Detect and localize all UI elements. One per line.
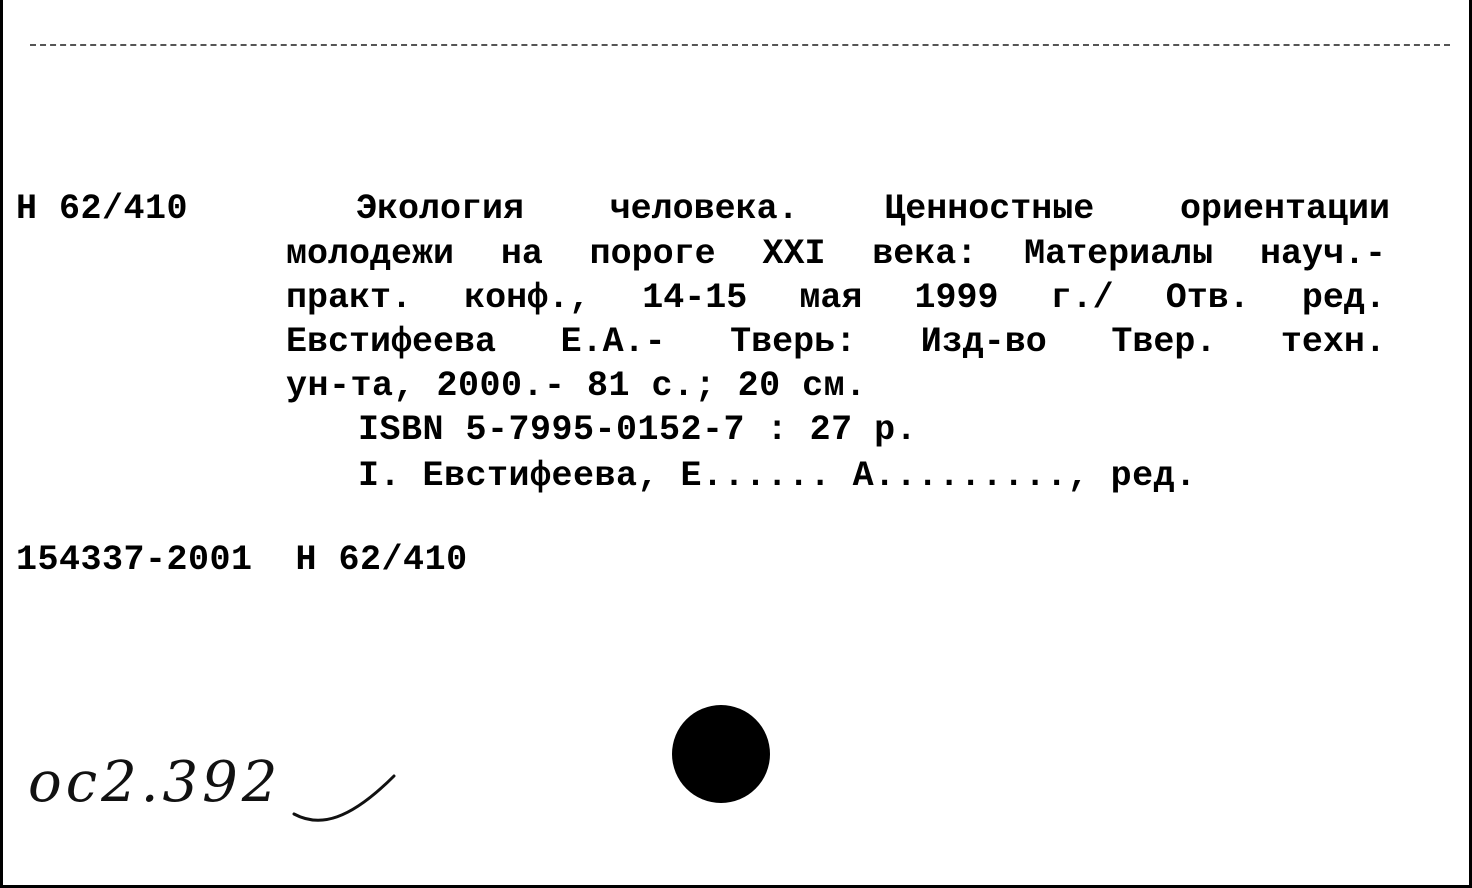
added-entry-line: I. Евстифеева, Е...... А........., ред.	[358, 456, 1197, 496]
title-word: Экология	[356, 189, 525, 229]
title-word: Отв.	[1165, 278, 1250, 318]
title-word: практ.	[286, 278, 413, 318]
title-word: конф.,	[464, 278, 591, 318]
title-word: ориентации	[1179, 189, 1390, 229]
card-left-edge	[0, 0, 3, 888]
title-word: мая	[799, 278, 863, 318]
title-word: Ценностные	[884, 189, 1095, 229]
isbn-line: ISBN 5-7995-0152-7 : 27 р.	[358, 410, 918, 450]
title-line-4	[286, 321, 1386, 364]
imprint-line: ун-та, 2000.- 81 с.; 20 см.	[286, 366, 867, 406]
title-word: Е.А.-	[560, 322, 666, 362]
title-word: 14-15	[642, 278, 748, 318]
title-word: человека.	[609, 189, 799, 229]
handwriting-flourish	[290, 770, 400, 830]
title-word: науч.-	[1259, 234, 1386, 274]
title-word: XXI	[762, 234, 826, 274]
title-line-3	[286, 277, 1386, 320]
title-word: 1999	[914, 278, 999, 318]
punch-hole	[672, 705, 770, 803]
title-word: на	[500, 234, 543, 274]
title-word: молодежи	[286, 234, 455, 274]
title-word: Тверь:	[730, 322, 857, 362]
title-word: Твер.	[1111, 322, 1217, 362]
title-word: Евстифеева	[286, 322, 497, 362]
accession-line: 154337-2001 Н 62/410	[16, 540, 468, 580]
title-word: Изд-во	[920, 322, 1047, 362]
title-line-1	[356, 188, 1390, 231]
handwritten-classification: ос2.392	[28, 750, 282, 815]
shelf-mark: Н 62/410	[16, 189, 189, 229]
title-word: Материалы	[1024, 234, 1214, 274]
title-word: г./	[1050, 278, 1114, 318]
title-line-2	[286, 233, 1386, 276]
title-word: техн.	[1280, 322, 1386, 362]
title-word: ред.	[1301, 278, 1386, 318]
card-top-edge	[30, 44, 1450, 46]
title-word: века:	[872, 234, 978, 274]
title-word: пороге	[589, 234, 716, 274]
